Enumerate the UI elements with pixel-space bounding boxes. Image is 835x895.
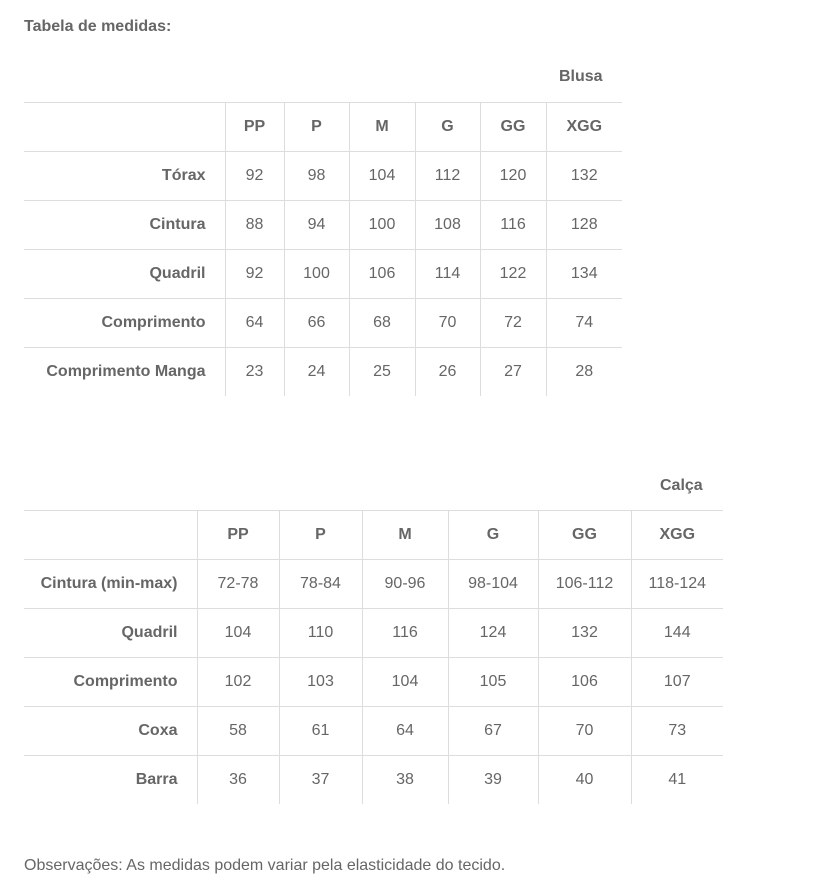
measure-cell: 73 — [631, 707, 723, 756]
calca-size-table — [24, 510, 723, 804]
measure-cell: 40 — [538, 756, 631, 805]
measure-cell: 92 — [225, 152, 284, 201]
measure-cell: 134 — [546, 250, 622, 299]
measure-cell: 124 — [448, 609, 538, 658]
row-label: Comprimento — [24, 658, 197, 707]
measure-cell: 132 — [546, 152, 622, 201]
measure-cell: 64 — [362, 707, 448, 756]
size-header: G — [415, 103, 480, 152]
table-row — [24, 250, 622, 299]
measure-cell: 64 — [225, 299, 284, 348]
measure-cell: 128 — [546, 201, 622, 250]
measure-cell: 108 — [415, 201, 480, 250]
table-corner-cell — [24, 103, 225, 152]
measure-cell: 67 — [448, 707, 538, 756]
row-label: Coxa — [24, 707, 197, 756]
measure-cell: 38 — [362, 756, 448, 805]
row-label: Tórax — [24, 152, 225, 201]
size-header: PP — [225, 103, 284, 152]
table-corner-cell — [24, 511, 197, 560]
measure-cell: 105 — [448, 658, 538, 707]
row-label: Cintura (min-max) — [24, 560, 197, 609]
table-row — [24, 560, 723, 609]
measure-cell: 25 — [349, 348, 415, 397]
measure-cell: 118-124 — [631, 560, 723, 609]
measure-cell: 72 — [480, 299, 546, 348]
measure-cell: 94 — [284, 201, 349, 250]
size-header: P — [284, 103, 349, 152]
measure-cell: 103 — [279, 658, 362, 707]
measure-cell: 66 — [284, 299, 349, 348]
measure-cell: 37 — [279, 756, 362, 805]
size-header: M — [362, 511, 448, 560]
measure-cell: 23 — [225, 348, 284, 397]
measure-cell: 104 — [349, 152, 415, 201]
measure-cell: 74 — [546, 299, 622, 348]
size-header: XGG — [631, 511, 723, 560]
observation-note: Observações: As medidas podem variar pela elasticidade do tecido. — [24, 857, 506, 874]
blusa-size-table — [24, 102, 622, 396]
measure-cell: 58 — [197, 707, 279, 756]
measure-cell: 70 — [538, 707, 631, 756]
measure-cell: 107 — [631, 658, 723, 707]
measure-cell: 100 — [284, 250, 349, 299]
measure-cell: 98 — [284, 152, 349, 201]
measure-cell: 72-78 — [197, 560, 279, 609]
size-header: P — [279, 511, 362, 560]
measure-cell: 110 — [279, 609, 362, 658]
measure-cell: 104 — [362, 658, 448, 707]
measure-cell: 112 — [415, 152, 480, 201]
measure-cell: 132 — [538, 609, 631, 658]
table-row — [24, 299, 622, 348]
size-header: XGG — [546, 103, 622, 152]
table-row — [24, 152, 622, 201]
row-label: Quadril — [24, 609, 197, 658]
measure-cell: 104 — [197, 609, 279, 658]
calca-table-title: Calça — [660, 477, 703, 494]
measure-cell: 27 — [480, 348, 546, 397]
size-header: GG — [480, 103, 546, 152]
measure-cell: 68 — [349, 299, 415, 348]
page-heading: Tabela de medidas: — [24, 18, 172, 35]
size-header: G — [448, 511, 538, 560]
measure-cell: 116 — [362, 609, 448, 658]
measure-cell: 39 — [448, 756, 538, 805]
table-header-row — [24, 103, 622, 152]
measure-cell: 41 — [631, 756, 723, 805]
measure-cell: 70 — [415, 299, 480, 348]
measure-cell: 144 — [631, 609, 723, 658]
measure-cell: 92 — [225, 250, 284, 299]
measure-cell: 26 — [415, 348, 480, 397]
measure-cell: 88 — [225, 201, 284, 250]
measure-cell: 98-104 — [448, 560, 538, 609]
measure-cell: 24 — [284, 348, 349, 397]
row-label: Barra — [24, 756, 197, 805]
measure-cell: 116 — [480, 201, 546, 250]
measure-cell: 106-112 — [538, 560, 631, 609]
measure-cell: 90-96 — [362, 560, 448, 609]
row-label: Comprimento — [24, 299, 225, 348]
table-row — [24, 658, 723, 707]
table-row — [24, 609, 723, 658]
table-row — [24, 756, 723, 805]
measure-cell: 102 — [197, 658, 279, 707]
measure-cell: 36 — [197, 756, 279, 805]
size-header: M — [349, 103, 415, 152]
size-header: GG — [538, 511, 631, 560]
size-header: PP — [197, 511, 279, 560]
measure-cell: 122 — [480, 250, 546, 299]
measure-cell: 28 — [546, 348, 622, 397]
measure-cell: 120 — [480, 152, 546, 201]
measure-cell: 78-84 — [279, 560, 362, 609]
measure-cell: 61 — [279, 707, 362, 756]
table-header-row — [24, 511, 723, 560]
row-label: Quadril — [24, 250, 225, 299]
table-row — [24, 201, 622, 250]
blusa-table-title: Blusa — [559, 68, 603, 85]
measure-cell: 100 — [349, 201, 415, 250]
row-label: Comprimento Manga — [24, 348, 225, 397]
row-label: Cintura — [24, 201, 225, 250]
measure-cell: 106 — [349, 250, 415, 299]
measure-cell: 106 — [538, 658, 631, 707]
table-row — [24, 707, 723, 756]
measure-cell: 114 — [415, 250, 480, 299]
table-row — [24, 348, 622, 397]
